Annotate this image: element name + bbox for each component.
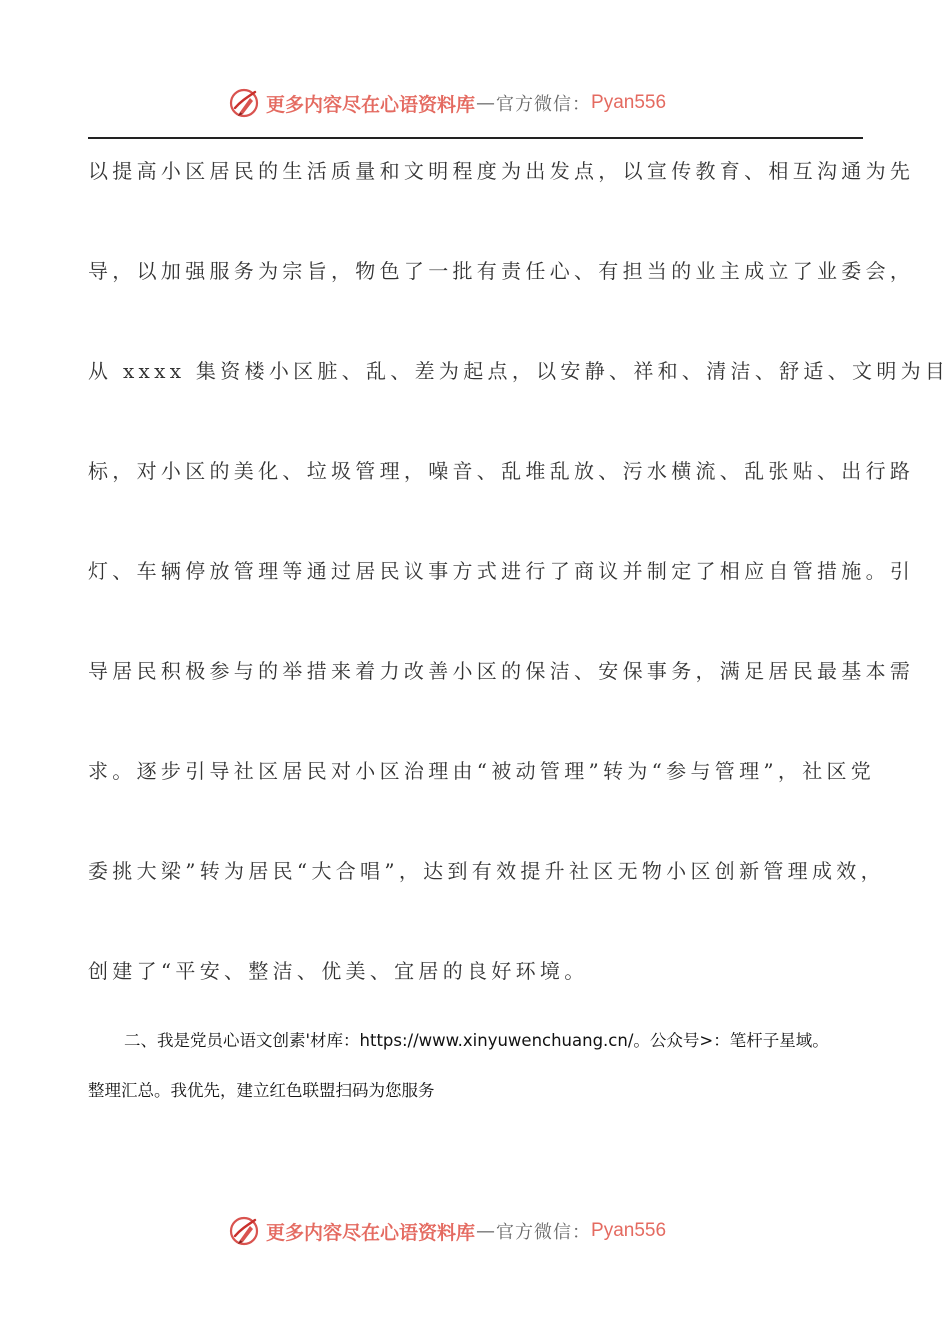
page-header-banner xyxy=(228,86,666,120)
header-wechat-label: 官方微信： xyxy=(496,94,592,115)
pen-logo-icon xyxy=(228,1214,262,1248)
paragraph-line: 求。逐步引导社区居民对小区治理由“被动管理”转为“参与管理”，社区党 xyxy=(88,759,876,783)
footer-wechat-label: 官方微信： xyxy=(496,1222,592,1243)
paragraph-line: 以提高小区居民的生活质量和文明程度为出发点，以宣传教育、相互沟通为先 xyxy=(88,159,915,183)
second-paragraph xyxy=(88,1026,878,1106)
paragraph-line: 导，以加强服务为宗旨，物色了一批有责任心、有担当的业主成立了业委会， xyxy=(88,259,915,283)
second-paragraph-line-1: 二、我是党员心语文创素'材库：https://www.xinyuwenchuang.cn/。公众号>：笔杆子星域。 xyxy=(124,1031,829,1050)
page-footer-banner xyxy=(228,1214,666,1248)
pen-logo-icon xyxy=(228,86,262,120)
paragraph-line: 从 xxxx 集资楼小区脏、乱、差为起点，以安静、祥和、清洁、舒适、文明为目 xyxy=(88,359,950,383)
header-dash: — xyxy=(476,92,496,114)
paragraph-line: 标，对小区的美化、垃圾管理，噪音、乱堆乱放、污水横流、乱张贴、出行路 xyxy=(88,459,915,483)
header-divider xyxy=(88,137,863,139)
paragraph-line: 委挑大梁”转为居民“大合唱”，达到有效提升社区无物小区创新管理成效， xyxy=(88,859,885,883)
footer-wechat-id: Pyan556 xyxy=(591,1220,667,1241)
header-wechat-id: Pyan556 xyxy=(591,92,667,113)
footer-brand-text: 更多内容尽在心语资料库 xyxy=(266,1221,476,1244)
footer-dash: — xyxy=(476,1220,496,1242)
second-paragraph-line-2: 整理汇总。我优先，建立红色联盟扫码为您服务 xyxy=(88,1081,435,1100)
paragraph-line: 灯、车辆停放管理等通过居民议事方式进行了商议并制定了相应自管措施。引 xyxy=(88,559,915,583)
paragraph-line: 导居民积极参与的举措来着力改善小区的保洁、安保事务，满足居民最基本需 xyxy=(88,659,915,683)
header-brand-text: 更多内容尽在心语资料库 xyxy=(266,93,476,116)
paragraph-line: 创建了“平安、整洁、优美、宜居的良好环境。 xyxy=(88,959,589,983)
body-paragraph xyxy=(88,148,950,994)
